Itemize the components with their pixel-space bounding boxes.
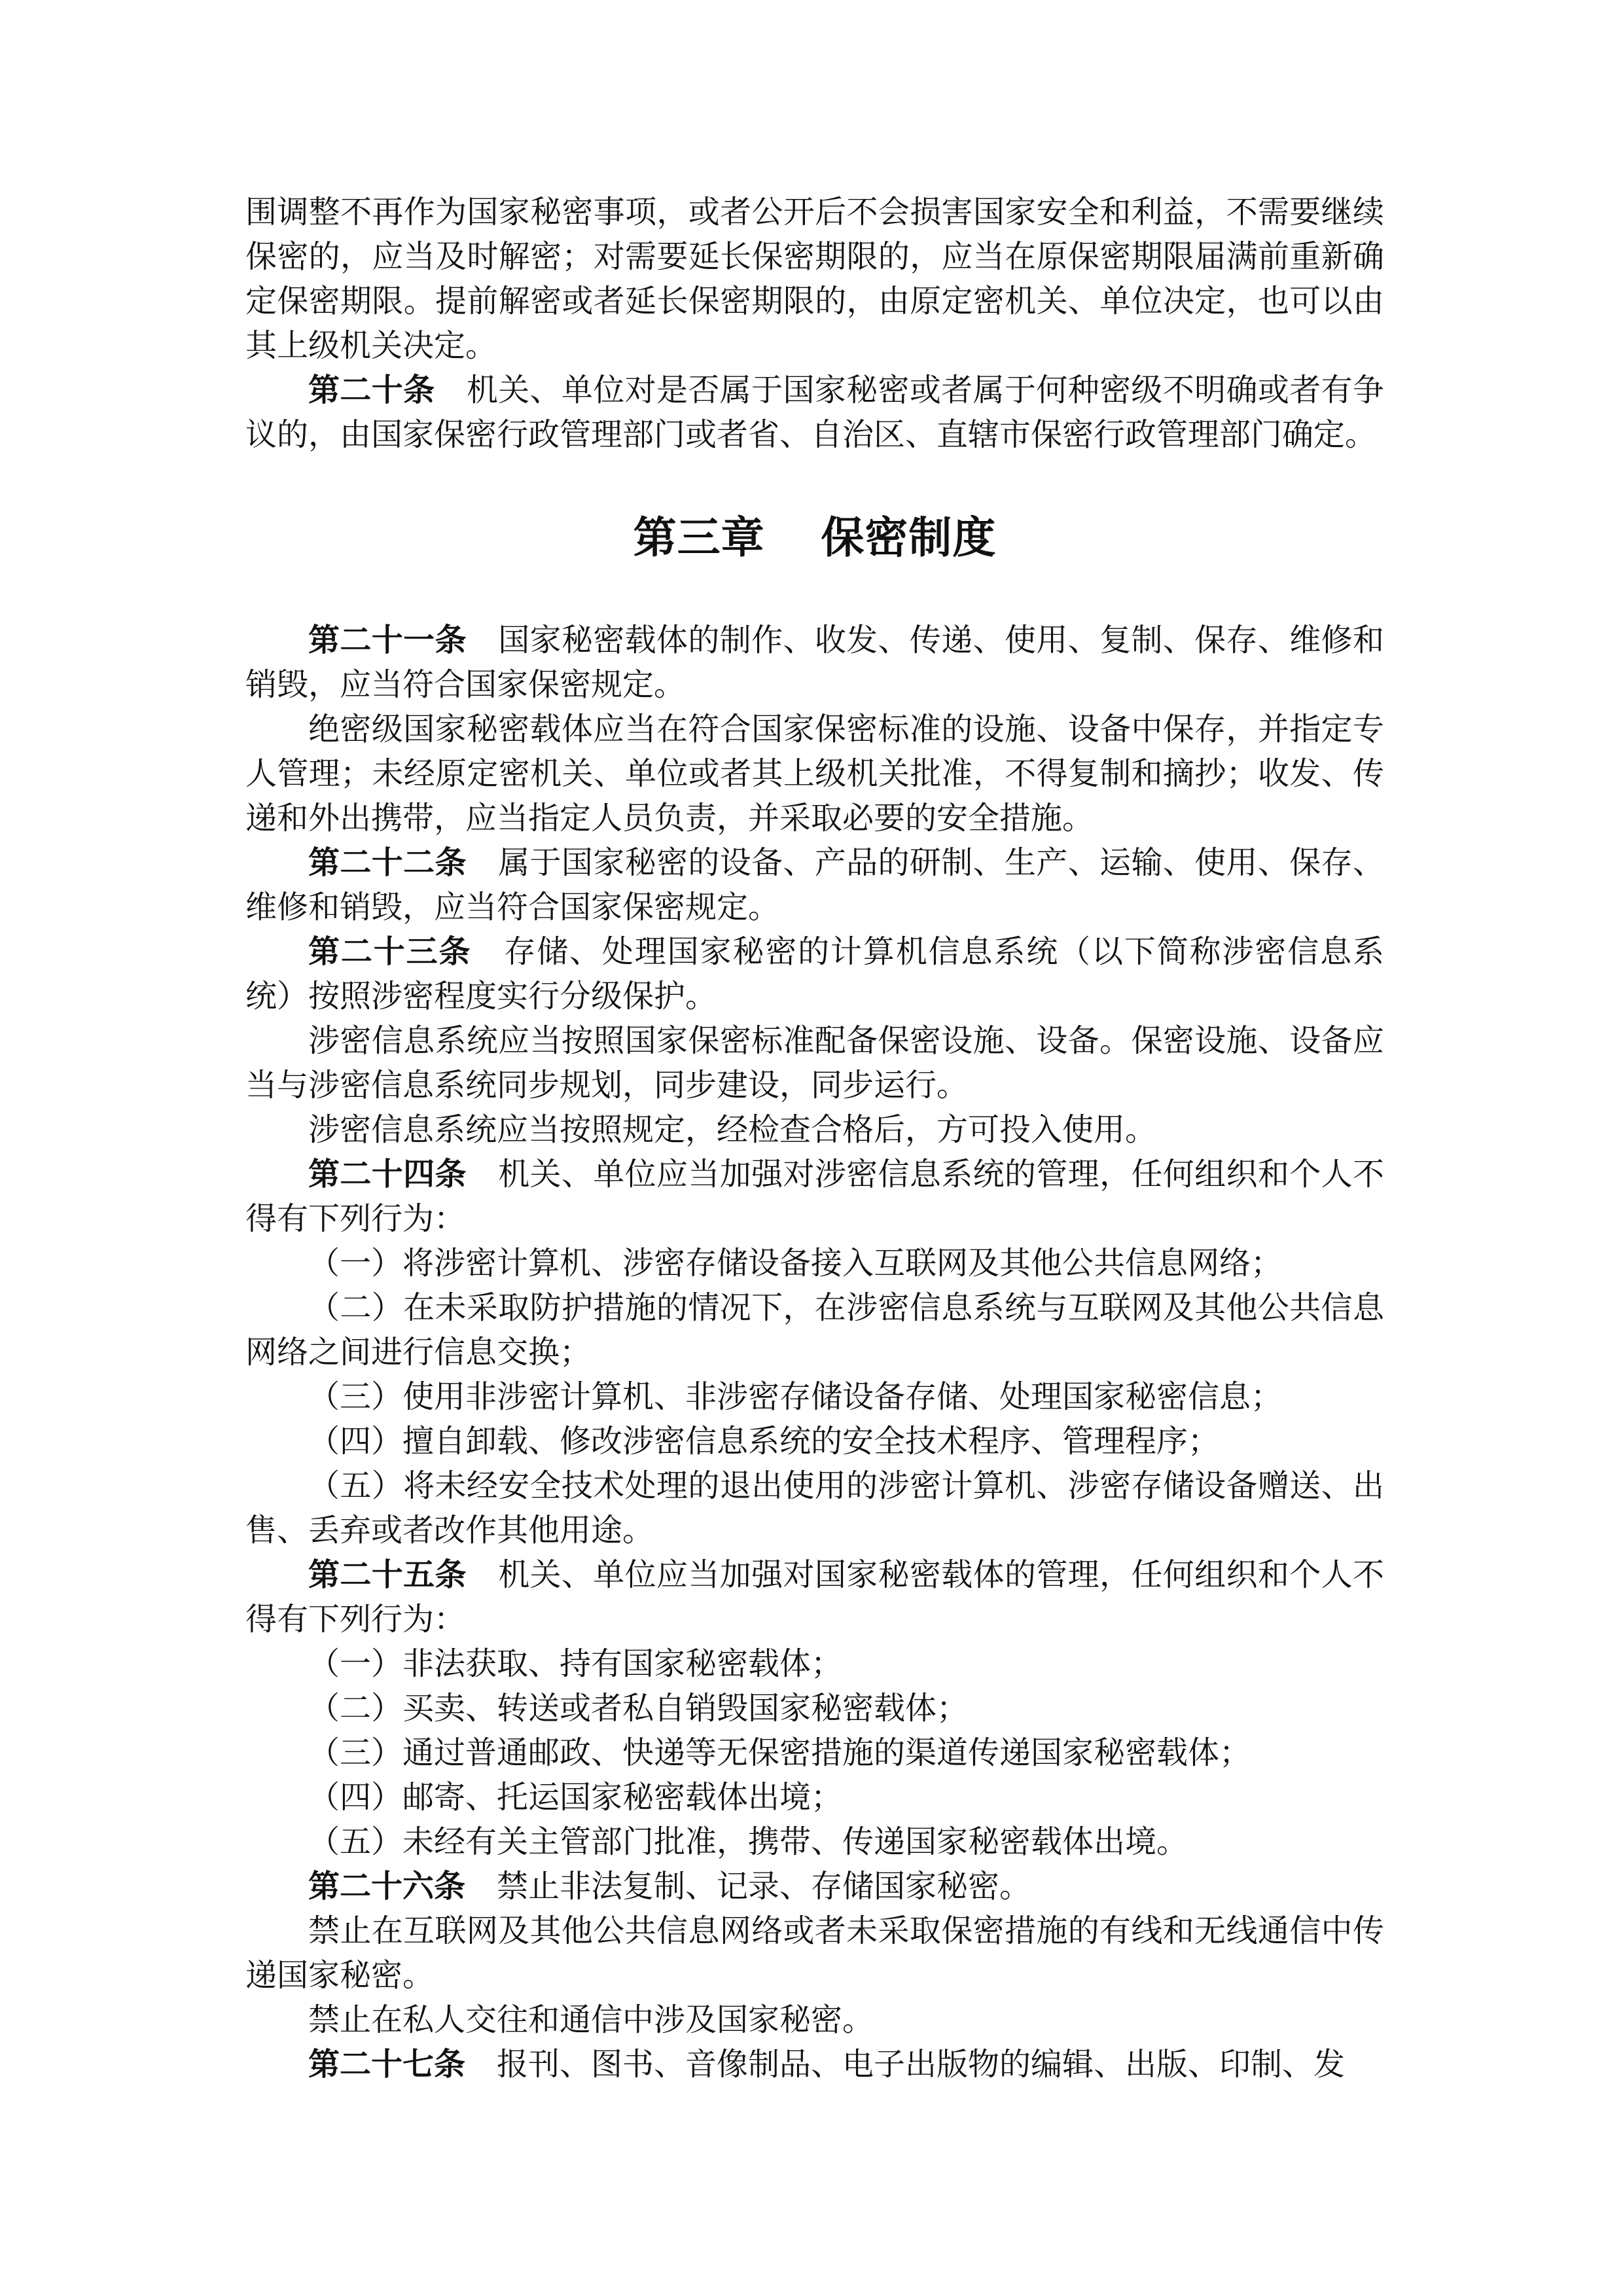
article-26-p2-text: 禁止在互联网及其他公共信息网络或者未采取保密措施的有线和无线通信中传递国家秘密。 [245,1912,1384,1994]
article-23-text: 存储、处理国家秘密的计算机信息系统（以下简称涉密信息系统）按照涉密程度实行分级保护。 [245,933,1384,1014]
paragraph-intro [245,190,1384,368]
chapter-number: 第三章 [633,512,765,563]
article-20-label: 第二十条 [308,372,435,408]
article-20-text: 机关、单位对是否属于国家秘密或者属于何种密级不明确或者有争议的，由国家保密行政管理部门或者省、自治区、直辖市保密行政管理部门确定。 [245,372,1384,453]
article-25-item: （五）未经有关主管部门批准，携带、传递国家秘密载体出境。 [308,1823,1188,1860]
article-22 [245,840,1384,929]
article-24-item: （二）在未采取防护措施的情况下，在涉密信息系统与互联网及其他公共信息网络之间进行信息交换； [245,1289,1384,1371]
article-21 [245,618,1384,707]
article-25-text: 机关、单位应当加强对国家秘密载体的管理，任何组织和个人不得有下列行为： [245,1556,1384,1638]
article-24-text: 机关、单位应当加强对涉密信息系统的管理，任何组织和个人不得有下列行为： [245,1156,1384,1237]
article-27-text: 报刊、图书、音像制品、电子出版物的编辑、出版、印制、发 [497,2046,1346,2083]
article-24-item: （一）将涉密计算机、涉密存储设备接入互联网及其他公共信息网络； [308,1245,1283,1282]
article-24-item: （三）使用非涉密计算机、非涉密存储设备存储、处理国家秘密信息； [308,1378,1283,1415]
article-26 [245,1864,1384,1909]
article-23-p3-text: 涉密信息系统应当按照规定，经检查合格后，方可投入使用。 [308,1111,1157,1148]
article-23-paragraph-3 [245,1107,1384,1152]
article-21-p2-text: 绝密级国家秘密载体应当在符合国家保密标准的设施、设备中保存，并指定专人管理；未经原定密机关、单位或者其上级机关批准，不得复制和摘抄；收发、传递和外出携带，应当指定人员负责，并采取必要的安全措施。 [245,711,1384,836]
article-20 [245,368,1384,457]
article-26-paragraph-3 [245,1998,1384,2042]
article-27-label: 第二十七条 [308,2046,466,2083]
article-26-text: 禁止非法复制、记录、存储国家秘密。 [497,1868,1031,1905]
chapter-title: 保密制度 [821,512,997,563]
article-26-label: 第二十六条 [308,1868,466,1905]
paragraph-intro-text: 围调整不再作为国家秘密事项，或者公开后不会损害国家安全和利益，不需要继续保密的，应当及时解密；对需要延长保密期限的，应当在原保密期限届满前重新确定保密期限。提前解密或者延长保密期限的，由原定密机关、单位决定，也可以由其上级机关决定。 [245,194,1384,364]
article-22-label: 第二十二条 [308,844,467,881]
article-23 [245,929,1384,1018]
article-25-label: 第二十五条 [308,1556,467,1593]
article-22-text: 属于国家秘密的设备、产品的研制、生产、运输、使用、保存、维修和销毁，应当符合国家保密规定。 [245,844,1384,925]
article-25-item: （一）非法获取、持有国家秘密载体； [308,1645,843,1682]
chapter-heading [245,508,1384,567]
article-26-p3-text: 禁止在私人交往和通信中涉及国家秘密。 [308,2001,874,2038]
article-25-item: （二）买卖、转送或者私自销毁国家秘密载体； [308,1690,969,1727]
article-25-item: （四）邮寄、托运国家秘密载体出境； [308,1779,843,1816]
article-23-p2-text: 涉密信息系统应当按照国家保密标准配备保密设施、设备。保密设施、设备应当与涉密信息系统同步规划，同步建设，同步运行。 [245,1022,1384,1103]
article-27 [245,2042,1384,2087]
article-21-text: 国家秘密载体的制作、收发、传递、使用、复制、保存、维修和销毁，应当符合国家保密规定。 [245,622,1384,703]
document-page [245,190,1384,2087]
article-24-item: （五）将未经安全技术处理的退出使用的涉密计算机、涉密存储设备赠送、出售、丢弃或者改作其他用途。 [245,1467,1384,1549]
article-24 [245,1152,1384,1241]
article-23-paragraph-2 [245,1018,1384,1107]
article-25-item: （三）通过普通邮政、快递等无保密措施的渠道传递国家秘密载体； [308,1734,1251,1771]
article-21-label: 第二十一条 [308,622,467,658]
article-21-paragraph-2 [245,707,1384,840]
article-25 [245,1552,1384,1641]
article-24-label: 第二十四条 [308,1156,467,1193]
article-26-paragraph-2 [245,1909,1384,1998]
article-24-item: （四）擅自卸载、修改涉密信息系统的安全技术程序、管理程序； [308,1423,1220,1460]
article-23-label: 第二十三条 [308,933,472,970]
